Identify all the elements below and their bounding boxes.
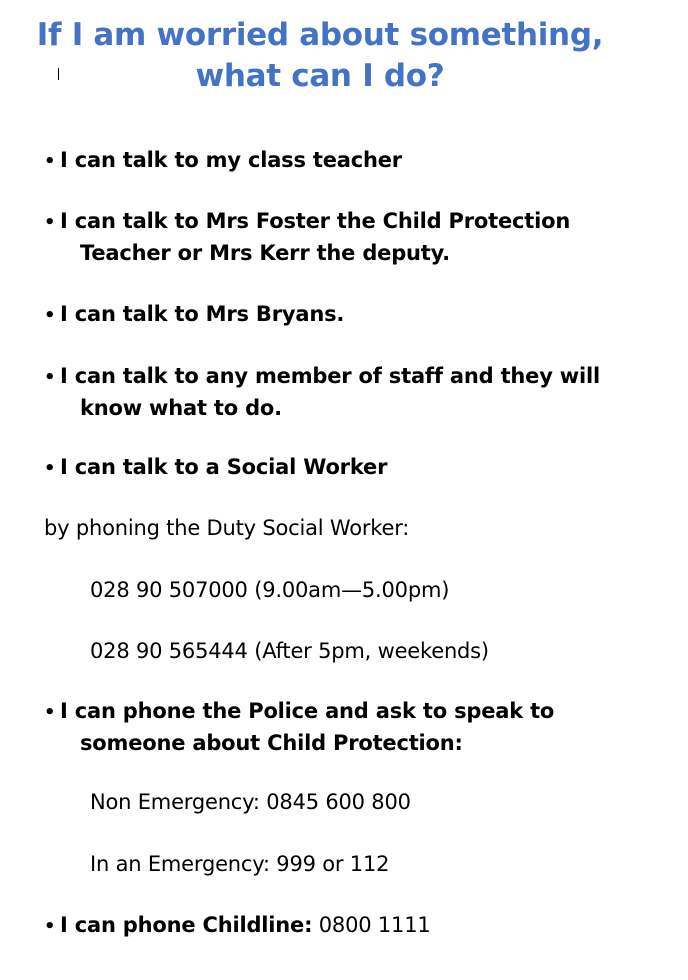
list-item-text: I can phone the Police and ask to speak to	[60, 699, 555, 723]
bullet-icon: •	[44, 305, 56, 326]
list-item-childline	[44, 910, 664, 942]
bullet-icon: •	[44, 367, 56, 388]
list-item-text: I can talk to any member of staff and they will	[60, 364, 600, 388]
social-worker-after-hours-phone: 028 90 565444 (After 5pm, weekends)	[90, 639, 489, 663]
page-title-line-2: what can I do?	[195, 58, 445, 94]
list-item-text: I can talk to Mrs Foster the Child Protection	[60, 209, 571, 233]
childline-label: I can phone Childline:	[60, 913, 313, 937]
list-item-line	[44, 361, 664, 393]
social-worker-intro: by phoning the Duty Social Worker:	[44, 516, 410, 540]
list-item-class-teacher	[44, 145, 664, 177]
bullet-icon: •	[44, 458, 56, 479]
list-item-line	[44, 452, 664, 484]
list-item-line-continued: know what to do.	[80, 396, 282, 420]
list-item-line	[44, 299, 664, 331]
list-item-text: I can talk to Mrs Bryans.	[60, 302, 345, 326]
list-item-line	[44, 206, 664, 238]
list-item-social-worker	[44, 452, 664, 484]
list-item-mrs-bryans	[44, 299, 664, 331]
list-item-any-staff	[44, 361, 664, 424]
list-item-line	[44, 696, 664, 728]
list-item-text: I can talk to a Social Worker	[60, 455, 388, 479]
childline-number: 0800 1111	[312, 913, 431, 937]
list-item-line-continued: Teacher or Mrs Kerr the deputy.	[80, 241, 450, 265]
police-non-emergency: Non Emergency: 0845 600 800	[90, 790, 411, 814]
bullet-icon: •	[44, 916, 56, 937]
list-item-text: I can talk to my class teacher	[60, 148, 402, 172]
police-emergency: In an Emergency: 999 or 112	[90, 852, 390, 876]
list-item-line	[44, 145, 664, 177]
text-cursor-mark	[58, 68, 59, 80]
bullet-icon: •	[44, 212, 56, 233]
page-title-line-1: If I am worried about something,	[36, 17, 604, 53]
list-item-police	[44, 696, 664, 759]
social-worker-day-phone: 028 90 507000 (9.00am—5.00pm)	[90, 578, 450, 602]
list-item-child-protection-teacher	[44, 206, 664, 269]
list-item-line	[44, 910, 664, 942]
list-item-line-continued: someone about Child Protection:	[80, 731, 463, 755]
bullet-icon: •	[44, 702, 56, 723]
bullet-icon: •	[44, 151, 56, 172]
